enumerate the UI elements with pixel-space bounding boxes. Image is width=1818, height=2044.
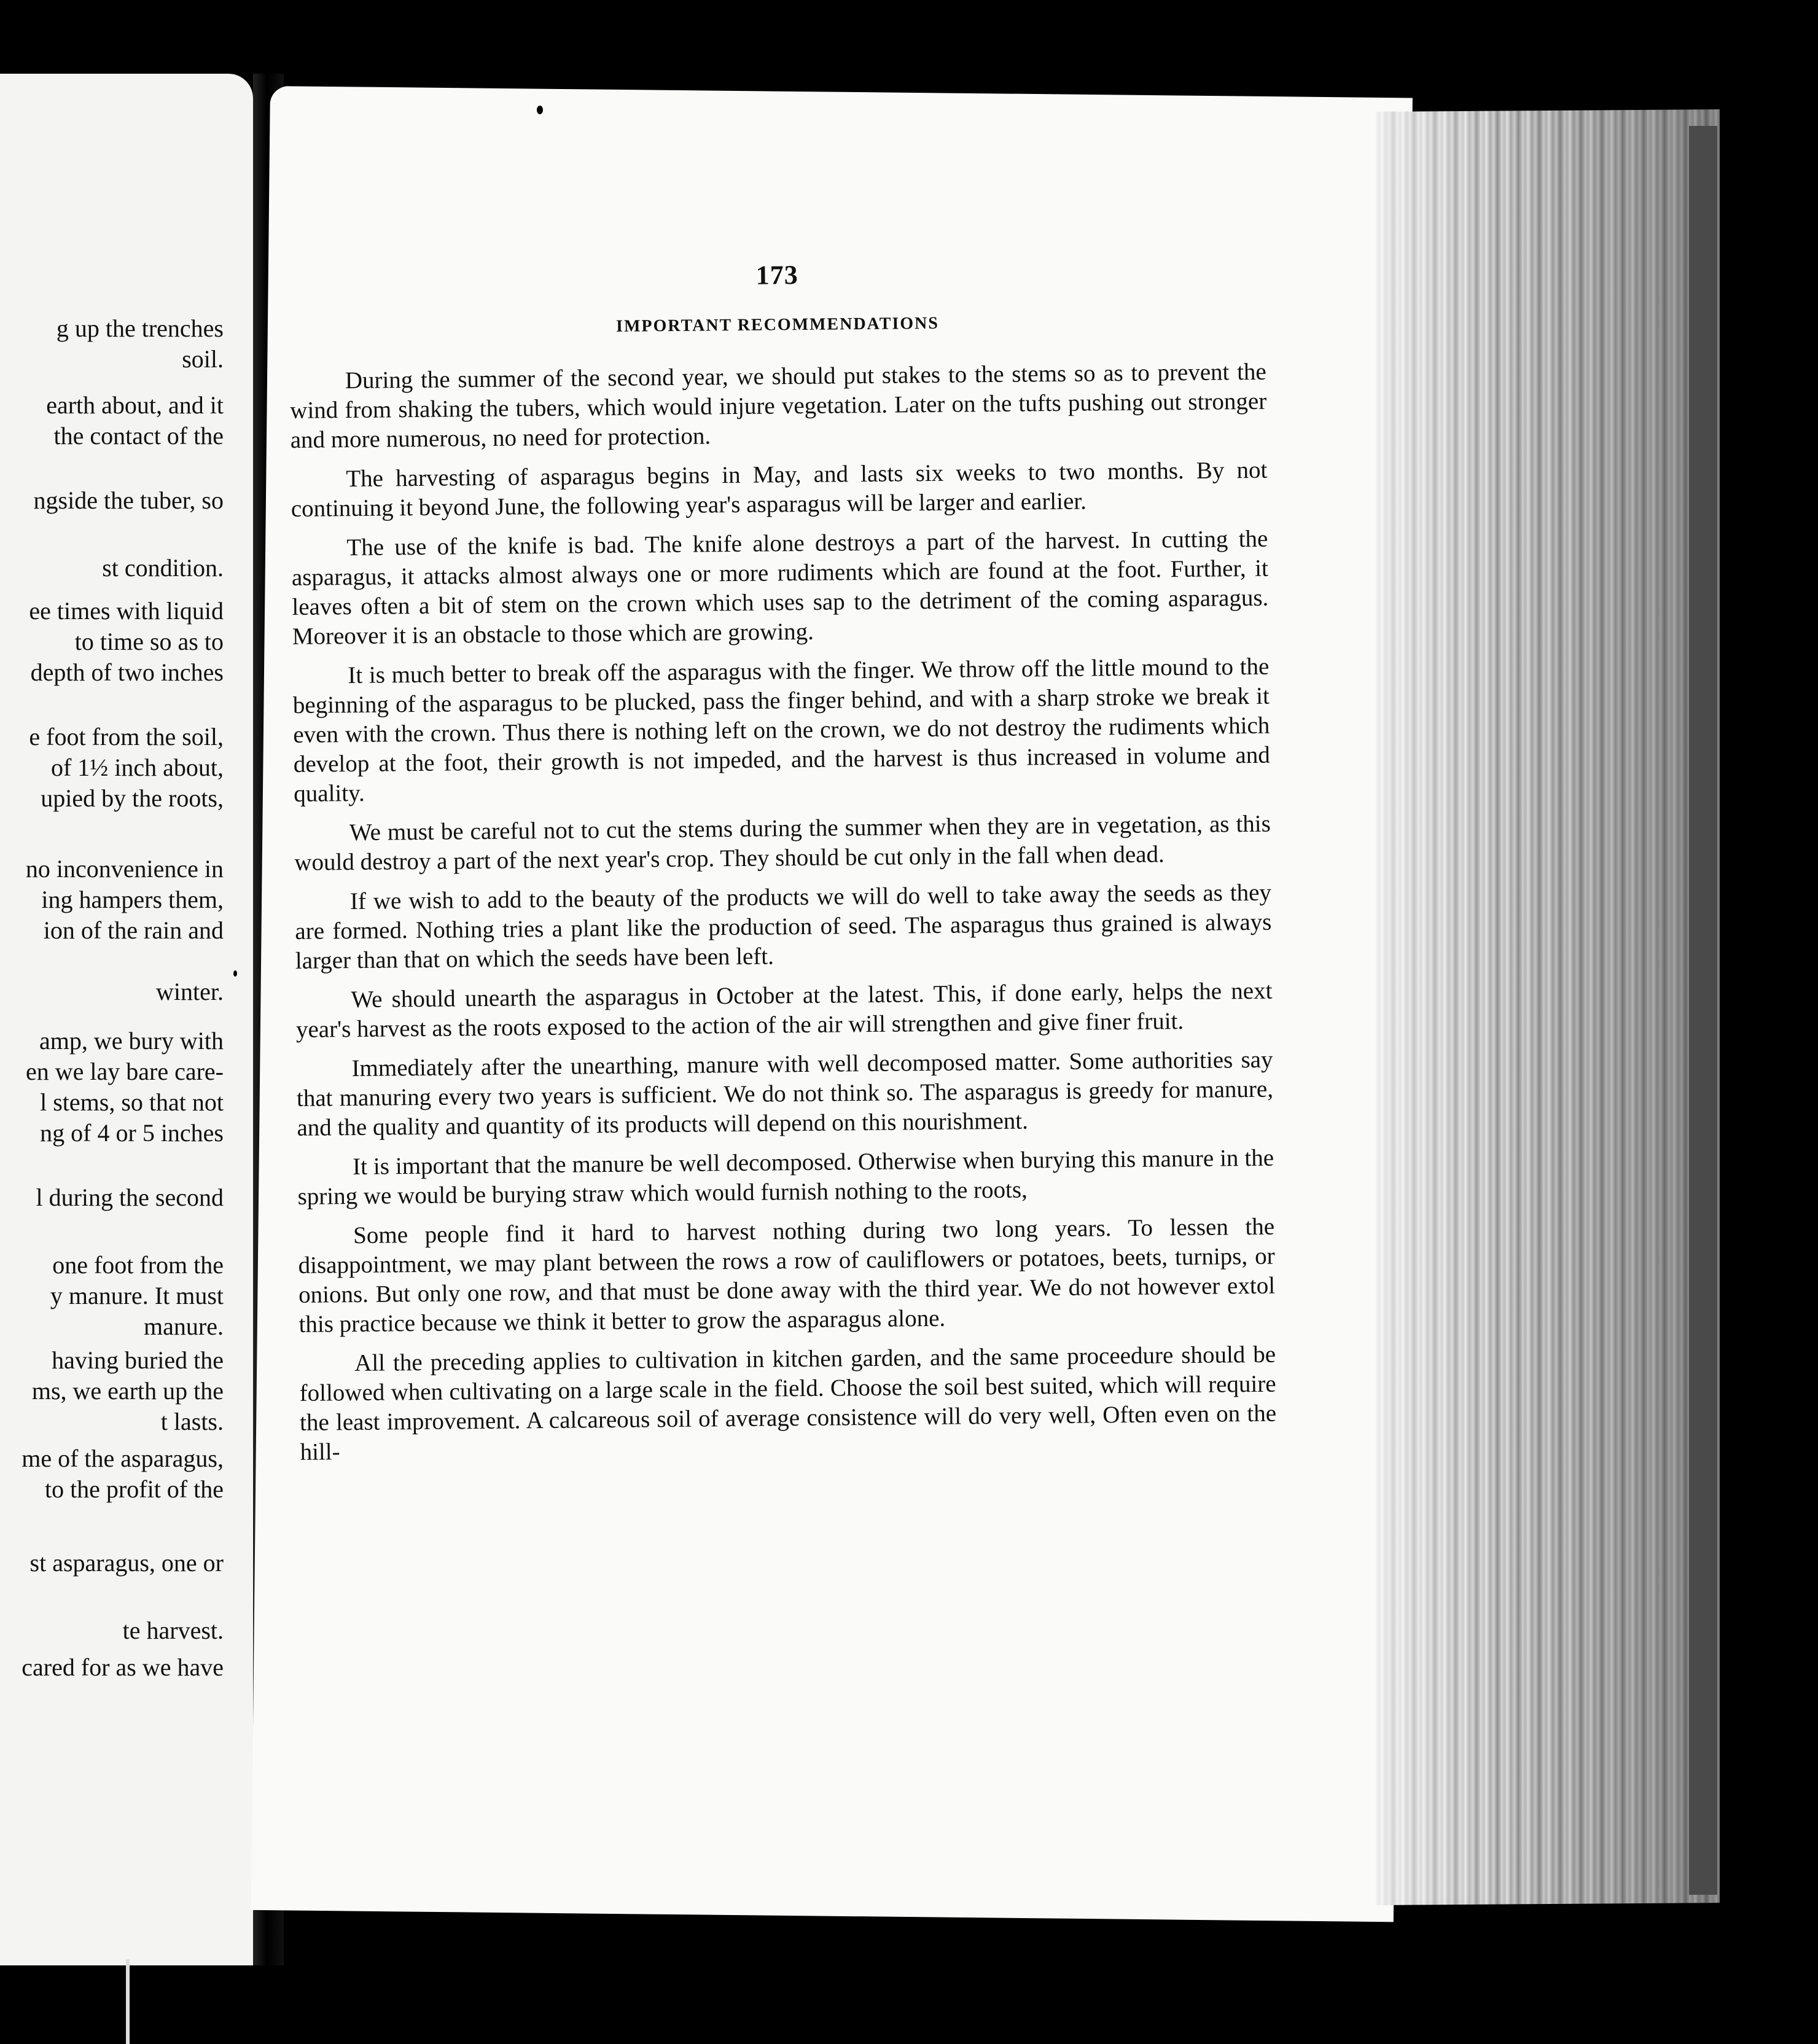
left-page-line: cared for as we have	[21, 1653, 224, 1681]
running-head: IMPORTANT RECOMMENDATIONS	[615, 313, 940, 336]
left-page-line: one foot from the	[52, 1251, 224, 1279]
left-page-line: soil.	[182, 345, 224, 373]
left-page-line: g up the trenches	[56, 314, 224, 342]
left-page-line: winter.	[156, 978, 224, 1005]
left-page-line: the contact of the	[53, 422, 224, 450]
paragraph: The use of the knife is bad. The knife alone destroys a part of the harvest. In cutting the asparagus, it attacks almost always one or more rudiments which are found at the foot. Further, it leaves often a bit of stem on the crown which uses sap to the detriment of the coming asparagus. Moreover it is an obstacle to those which are growing.	[291, 525, 1269, 650]
paragraph: We should unearth the asparagus in October at the latest. This, if done early, helps the next year's harvest as the roots exposed to the action of the air will strengthen and give finer fruit.	[295, 977, 1273, 1043]
left-page-line: no inconvenience in	[25, 855, 224, 883]
body-text	[290, 357, 1277, 1467]
left-page-line: of 1½ inch about,	[50, 754, 224, 781]
left-page-line: e foot from the soil,	[29, 723, 224, 751]
left-page-line: te harvest.	[122, 1617, 224, 1644]
left-page-line: amp, we bury with	[39, 1027, 224, 1055]
left-page-line: depth of two inches	[30, 658, 224, 686]
film-scratch	[126, 1959, 130, 2044]
left-page-line: having buried the	[52, 1346, 224, 1374]
left-page-line: manure.	[144, 1313, 224, 1340]
left-page-line: me of the asparagus,	[21, 1445, 224, 1472]
paragraph: During the summer of the second year, we should put stakes to the stems so as to prevent the wind from shaking the tubers, which would injure vegetation. Later on the tufts pushing out stronger and more numerous, no need for protection.	[290, 358, 1267, 453]
left-page-line: st asparagus, one or	[29, 1549, 224, 1577]
left-page-line: st condition.	[102, 554, 224, 582]
paragraph: All the preceding applies to cultivation in kitchen garden, and the same proceedure should be followed when cultivating on a large scale in the field. Choose the soil best suited, which will require the least improvement. A calcareous soil of average consistence will do very well, Often even on the hill-	[299, 1341, 1277, 1465]
paragraph: Some people find it hard to harvest nothing during two long years. To lessen the disappointment, we may plant between the rows a row of cauliflowers or potatoes, beets, turnips, or onions. But only one row, and that must be done away with the third year. We do not however extol this practice because we think it better to grow the asparagus alone.	[298, 1213, 1276, 1338]
paragraph: The harvesting of asparagus begins in May, and lasts six weeks to two months. By not continuing it beyond June, the following year's asparagus will be larger and earlier.	[291, 456, 1268, 522]
right-page-text	[289, 255, 1277, 1477]
left-page-line: en we lay bare care-	[26, 1058, 224, 1085]
left-page-line: earth about, and it	[46, 391, 224, 419]
left-page-line: to the profit of the	[44, 1475, 224, 1503]
book-cover-edge	[1689, 126, 1717, 1895]
dust-speck	[233, 970, 237, 977]
left-page	[0, 74, 253, 1965]
left-page-line: ion of the rain and	[43, 916, 224, 944]
paragraph: If we wish to add to the beauty of the products we will do well to take away the seeds as they are formed. Nothing tries a plant like the production of seed. The asparagus thus grained is always larger than that on which the seeds have been left.	[295, 879, 1272, 974]
left-page-line: ing hampers them,	[41, 886, 224, 913]
page-edges	[1376, 109, 1720, 1905]
dust-speck	[537, 106, 543, 114]
left-page-line: ms, we earth up the	[31, 1377, 224, 1405]
paragraph: It is important that the manure be well decomposed. Otherwise when burying this manure in the spring we would be burying straw which would furnish nothing to the roots,	[297, 1144, 1274, 1210]
left-page-line: l during the second	[36, 1184, 224, 1211]
paragraph: Immediately after the unearthing, manure with well decomposed matter. Some authorities say that manuring every two years is sufficient. We do not think so. The asparagus is greedy for manure, and the quality and quantity of its products will depend on this nourishment.	[296, 1046, 1274, 1141]
page-number: 173	[755, 260, 798, 291]
left-page-line: to time so as to	[74, 628, 224, 655]
left-page-line: y manure. It must	[50, 1282, 224, 1309]
paragraph: We must be careful not to cut the stems during the summer when they are in vegetation, as this would destroy a part of the next year's crop. They should be cut only in the fall when dead.	[294, 810, 1271, 876]
left-page-line: ee times with liquid	[29, 597, 224, 625]
left-page-line: ng of 4 or 5 inches	[40, 1119, 224, 1147]
left-page-line: t lasts.	[160, 1408, 224, 1435]
left-page-line: l stems, so that not	[40, 1088, 224, 1116]
left-page-line: ngside the tuber, so	[33, 486, 224, 514]
paragraph: It is much better to break off the asparagus with the finger. We throw off the little mound to the beginning of the asparagus to be plucked, pass the finger behind, and with a sharp stroke we break it even with the crown. Thus there is nothing left on the crown, we do not destroy the rudiments which develop at the foot, their growth is not impeded, and the harvest is thus increased in volume and quality.	[292, 653, 1270, 807]
left-page-line: upied by the roots,	[41, 784, 224, 812]
